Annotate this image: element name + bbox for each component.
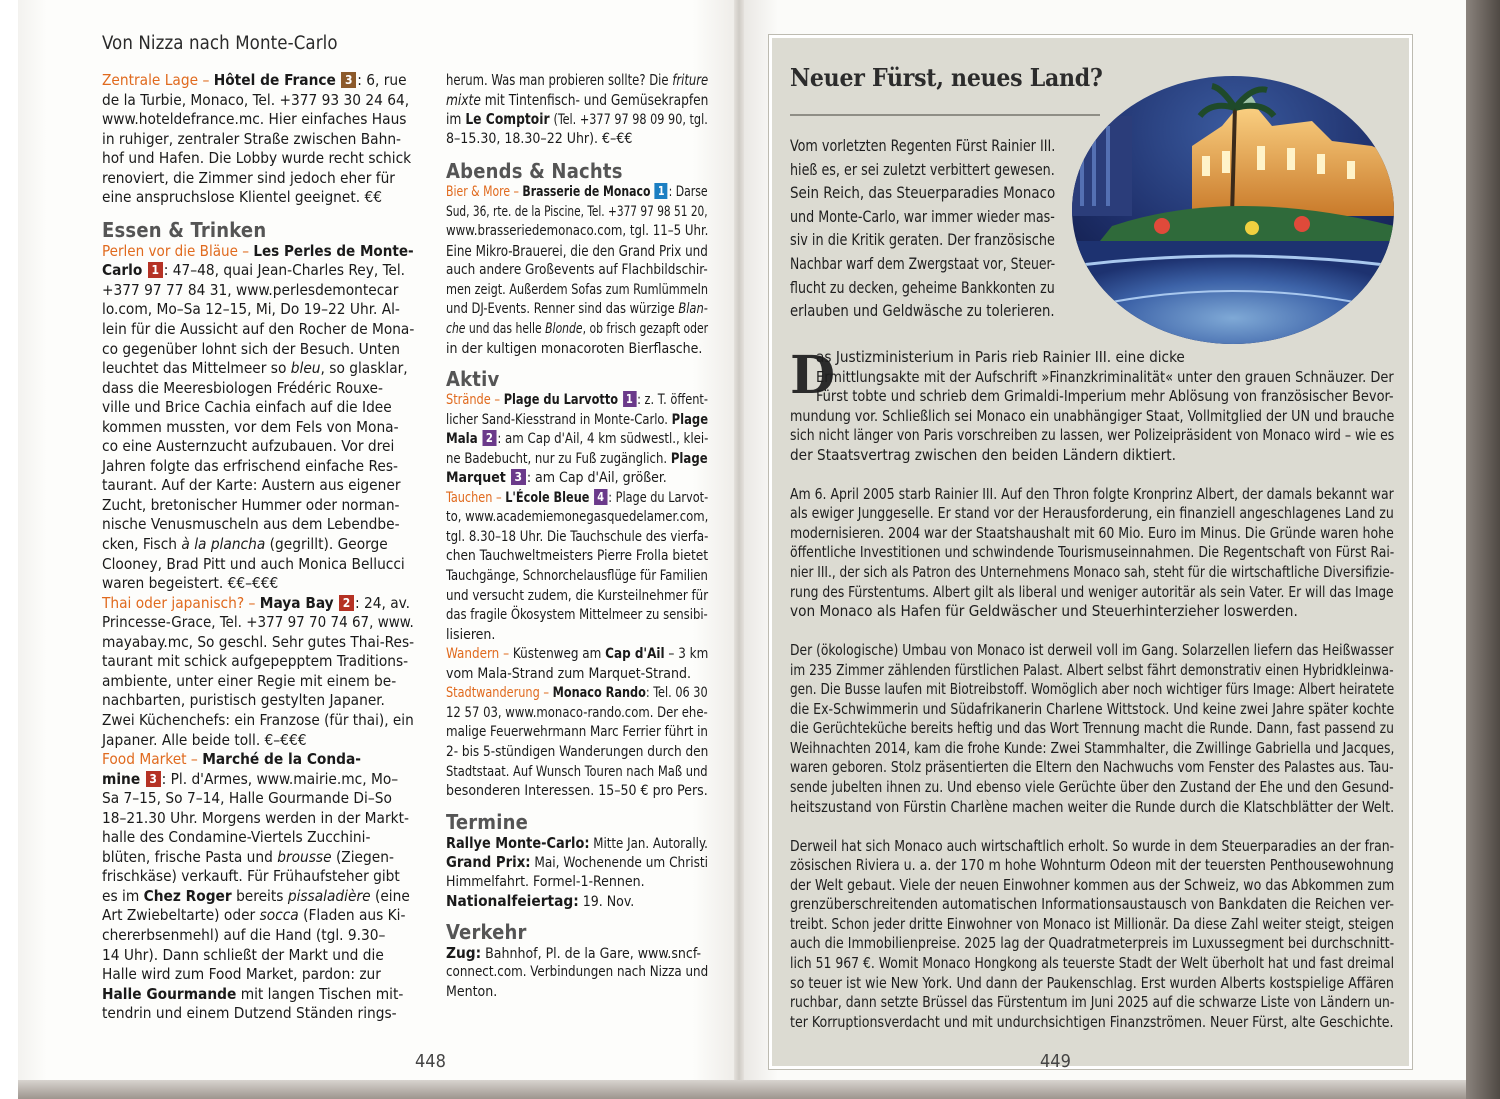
body-line: öffentliche Investitionen und schwindende Tourismuseinnahmen. Die Regentschaft von Fürst Rai- <box>790 543 1395 562</box>
body-line: von Monaco als Hafen für Geldwäscher und Steuerhinterzieher loswerden. <box>790 602 1298 621</box>
body-line: treibt. Schon jeder dritte Einwohner von Monaco ist Millionär. Da diese Zahl weiter steigt, steigen <box>790 914 1394 933</box>
text-line: www.brasseriedemonaco.com, tgl. 11–5 Uhr. <box>446 223 709 240</box>
info-box-sidebar <box>769 35 1412 1069</box>
body-line: nier III., der sich als Patron des Unternehmens Monaco sah, steht für die wirtschaftliche Diversifizie- <box>790 563 1395 582</box>
body-line: Fürst tobte und schrieb dem Grimaldi-Imperium mehr Ablösung von französischer Bevor- <box>816 387 1394 406</box>
sidebar-intro <box>790 134 1055 323</box>
text-line: vom Mala-Strand zum Marquet-Strand. <box>446 665 691 682</box>
intro-line: Sein Reich, das Steuerparadies Monaco <box>790 183 1056 203</box>
body-line: modernisieren. 2004 war der Staatshaushalt mit 60 Mio. Euro im Minus. Die Gründe waren hohe <box>790 523 1394 542</box>
intro-line: siv in die Kritik geraten. Der französische <box>790 230 1055 250</box>
intro-line: flucht zu decken, geheime Bankkonten zu <box>790 277 1055 297</box>
text-line: Jahren folgte das erfrischend einfache Res- <box>102 456 398 475</box>
text-line: lo.com, Mo–Sa 12–15, Mi, Do 19–22 Uhr. Al- <box>102 300 400 319</box>
text-line: co gegenüber lohnt sich der Besuch. Unten <box>102 339 401 358</box>
sidebar-title: Neuer Fürst, neues Land? <box>790 63 1103 92</box>
page-number-left: 448 <box>415 1051 446 1072</box>
text-line: Tauchgänge, Schnorchelausflüge für Familien <box>446 568 708 585</box>
market-map-badge: 3 <box>146 771 161 787</box>
text-line: taurant mit schick aufgepepptem Traditions- <box>102 652 409 671</box>
text-line: nische Venusmuscheln aus dem Lebendbe- <box>102 515 400 534</box>
text-line: frischkäse) verkauft. Für Frühaufsteher gibt <box>102 867 400 886</box>
stadt-entry-head: Stadtwanderung – Monaco Rando: Tel. 06 30 <box>446 685 708 702</box>
text-line: Stadtstaat. Auf Wunsch Touren nach Maß und <box>446 763 708 780</box>
text-line: connect.com. Verbindungen nach Nizza und <box>446 964 709 981</box>
text-line: de la Turbie, Monaco, Tel. +377 93 30 24 64, <box>102 90 410 109</box>
text-line: men zeigt. Außerdem Sofas zum Rumlümmeln <box>446 281 708 298</box>
text-line: 18–21.30 Uhr. Morgens werden in der Markt- <box>102 808 409 827</box>
running-head: Von Nizza nach Monte-Carlo <box>102 33 338 54</box>
text-line: +377 97 77 84 31, www.perlesdemontecar <box>102 280 399 299</box>
text-line: auch andere Großevents auf Flachbildschir- <box>446 262 708 279</box>
section-heading-essen: Essen & Trinken <box>102 217 267 242</box>
body-line: Am 6. April 2005 starb Rainier III. Auf den Thron folgte Kronprinz Albert, der damals bekannt war <box>790 484 1394 503</box>
strand-map-badge: 1 <box>623 391 637 407</box>
text-line: 14 Uhr). Dann schließt der Markt und die <box>102 945 384 964</box>
body-line: ter Korruptionsverdacht und mit undurchsichtigen Finanzströmen. Neuer Fürst, alte Geschichte. <box>790 1012 1394 1031</box>
section-heading-aktiv: Aktiv <box>446 367 500 392</box>
book-bottom-edge <box>18 1080 1466 1099</box>
text-line: ville und Brice Cachia einfach auf die Idee <box>102 398 392 417</box>
text-line: Eine Mikro-Brauerei, die den Grand Prix und <box>446 241 708 260</box>
text-line: tgl. 8.30–18 Uhr. Die Tauchschule des vierfa- <box>446 528 709 545</box>
sidebar-body <box>790 345 1395 1032</box>
tauchen-entry-head: Tauchen – L'École Bleue 4 : Plage du Larvot- <box>446 489 709 506</box>
text-line: hof und Hafen. Die Lobby wurde recht schick <box>102 149 412 168</box>
text-line: www.hoteldefrance.mc. Hier einfaches Haus <box>102 110 407 129</box>
hotel-map-badge: 3 <box>341 72 356 88</box>
body-line: sende jubelten ihnen zu. Und ebenso viele Gerüchte über den Zustand der Ehe und den Gesund- <box>790 778 1394 797</box>
left-column-2: herum. Was man probieren sollte? Die friture mixte mit Tintenfisch- und Gemüsekrapfen im Le Comptoir (Tel. +377 97 98 09 90, tgl. 8–15.30, 18.30–22 Uhr). €–€€ Abends & Nachts Bier & More – Brasserie de Monaco 1 : Darse Sud, 36, rte. de la Piscine, Tel. +377 97 98 51 20, www.brasseriedemonaco.com, tgl. 11–5 Uhr. Eine Mikro-Brauerei, die den Grand Prix und auch andere Großevents auf Flachbildschir- men zeigt. Außerdem Sofas zum Rumlümmeln und DJ-Events. Renner sind das würzige Blan- che und das helle Blonde, ob frisch gezapft oder in der kultigen monacoroten Bierflasche. Aktiv Strände – Plage du Larvotto 1 : z. T. öffent- licher Sand-Kiesstrand in Monte-Carlo. Plage Mala 2 : am Cap d'Ail, 4 km südwestl., klei- ne Badebucht, nur zu Fuß zugänglich. Plage Marquet 3 : am Cap d'Ail, größer. Tauchen – L'École Bleue 4 : Plage du Larvot- to, www.academiemonegasquedelamer.com, tgl. 8.30–18 Uhr. Die Tauchschule des vierfa- chen Tauchweltmeisters Pierre Frolla bietet Tauchgänge, Schnorchelausflüge für Familien und versucht zudem, die Kursteilnehmer für das fragile Ökosystem Mittelmeer zu sensibi- lisieren. Wandern – Küstenweg am Cap d'Ail – 3 km vom Mala-Strand zum Marquet-Strand. Stadtwanderung – Monaco Rando: Tel. 06 30 12 57 03, www.monaco-rando.com. Der ehe- malige Feuerwehrmann Marc Ferrier führt in 2- bis 5-stündigen Wanderungen durch den Stadtstaat. Auf Wunsch Touren nach Maß und besonderen Interessen. 15–50 € pro Pers. Termine Rallye Monte-Carlo: Mitte Jan. Autorally. Grand Prix: Mai, Wochenende um Christi Himmelfahrt. Formel-1-Rennen. Nationalfeiertag: 19. Nov. Verkehr Zug: Bahnhof, Pl. de la Gare, www.sncf- connect.com. Verbindungen nach Nizza und Menton. <box>446 71 708 1002</box>
text-line: malige Feuerwehrmann Marc Ferrier führt in <box>446 724 708 741</box>
body-line: auch die Immobilienpreise. 2025 lag der Quadratmeterpreis im Luxussegment bei durchschnitt- <box>790 934 1395 953</box>
body-line: as Justizministerium in Paris rieb Rainier III. eine dicke <box>816 348 1185 366</box>
body-line: ruchbar, dann setzte Brüssel das Fürstentum im Juni 2025 auf die schwarze Liste von Ländern un- <box>790 993 1395 1012</box>
text-line: mayabay.mc, So geschl. Sehr gutes Thai-Res- <box>102 632 415 651</box>
body-line: so teuer ist wie New York. Und dann der Paukenschlag. Erst wurden Alberts kostspielige Affären <box>790 973 1394 992</box>
text-line: und versucht zudem, die Kursteilnehmer für <box>446 587 709 604</box>
text-line: nachbarten, puristisch gestylten Japaner. <box>102 691 385 710</box>
text-line: ambiente, unter einer Regie mit einem be- <box>102 671 397 690</box>
body-line: Weihnachten 2014, kam die frohe Kunde: Zwei Stammhalter, die Zwillinge Gabriella und Jacques, <box>790 738 1395 757</box>
strand-entry-head: Strände – Plage du Larvotto 1 : z. T. öffent- <box>446 392 708 409</box>
text-line: co eine Austernzucht aufzubauen. Vor drei <box>102 437 395 456</box>
comptoir-name: Le Comptoir <box>465 110 550 129</box>
left-column-1: Zentrale Lage – Hôtel de France 3 : 6, rue de la Turbie, Monaco, Tel. +377 93 30 24 64, www.hoteldefrance.mc. Hier einfaches Haus in ruhiger, zentraler Straße zwischen Bahn- hof und Hafen. Die Lobby wurde recht schick renoviert, die Zimmer sind jedoch eher für eine anspruchslose Klientel geeignet. €€ Essen & Trinken Perlen vor die Bläue – Les Perles de Monte- Carlo 1 : 47–48, quai Jean-Charles Rey, Tel. +377 97 77 84 31, www.perlesdemontecar lo.com, Mo–Sa 12–15, Mi, Do 19–22 Uhr. Al- lein für die Aussicht auf den Rocher de Mona- co gegenüber lohnt sich der Besuch. Unten leuchtet das Mittelmeer so bleu, so glasklar, dass die Meeresbiologen Frédéric Rouxe- ville und Brice Cachia einfach auf die Idee kommen mussten, vor dem Fels von Mona- co eine Austernzucht aufzubauen. Vor drei Jahren folgte das erfrischend einfache Res- taurant. Auf der Karte: Austern aus eigener Zucht, bretonischer Hummer oder norman- nische Venusmuscheln aus dem Lebendbe- cken, Fisch à la plancha (gegrillt). George Clooney, Brad Pitt und auch Monica Bellucci waren begeistert. €€–€€€ Thai oder japanisch? – Maya Bay 2 : 24, av. Princesse-Grace, Tel. +377 97 70 74 67, www. mayabay.mc, So geschl. Sehr gutes Thai-Res- taurant mit schick aufgepepptem Traditions- ambiente, unter einer Regie mit einem be- nachbarten, puristisch gestylten Japaner. Zwei Küchenchefs: ein Franzose (für thai), ein Japaner. Alle beide toll. €–€€€ Food Market – Marché de la Conda- mine 3 : Pl. d'Armes, www.mairie.mc, Mo– Sa 7–15, So 7–14, Halle Gourmande Di–So 18–21.30 Uhr. Morgens werden in der Markt- halle des Condamine-Viertels Zucchini- blüten, frische Pasta und brousse (Ziegen- frischkäse) verkauft. Für Frühaufsteher gibt es im Chez Roger bereits pissaladière (eine Art Zwiebeltarte) oder socca (Fladen aus Ki- chererbsenmehl) auf die Hand (tgl. 9.30– 14 Uhr). Dann schließt der Markt und die Halle wird zum Food Market, pardon: zur Halle Gourmande mit langen Tischen mit- tendrin und einem Dutzend Ständen rings- <box>102 71 415 1023</box>
text-line: to, www.academiemonegasquedelamer.com, <box>446 509 709 526</box>
body-line: sich nicht länger von Paris vorschreiben zu lassen, wer Polizeipräsident von Monaco wird – wie es <box>790 426 1395 445</box>
body-line: im 235 Zimmer zählenden fürstlichen Palast. Albert selbst fährt demonstrativ einen Hybridkleinwa- <box>790 660 1394 679</box>
body-line: lich 51 967 €. Womit Monaco Hongkong als teuerste Stadt der Welt überholt hat und fast dreimal <box>790 953 1395 972</box>
text-line: chererbsenmehl) auf die Hand (tgl. 9.30– <box>102 925 386 944</box>
maya-map-badge: 2 <box>339 595 354 611</box>
body-line: die Ex-Schwimmerin und Südafrikanerin Charlene Wittstock. Und keine zwei Jahre später kochte <box>790 699 1395 718</box>
perles-map-badge: 1 <box>148 262 163 278</box>
text-line: in ruhiger, zentraler Straße zwischen Bahn- <box>102 129 402 148</box>
intro-line: hieß es, er sei zuletzt verbittert gewesen. <box>790 159 1055 179</box>
body-line: rung des Fürstentums. Albert gilt als liberal und weniger autoritär als sein Vater. Er will das Image <box>790 582 1394 601</box>
title-rule <box>790 114 1100 116</box>
body-line: mundung vor. Schließlich sei Monaco ein unabhängiger Staat, Vollmitglied der UN und brauche <box>790 406 1395 425</box>
text-line: kommen mussten, vor dem Fels von Mona- <box>102 417 399 436</box>
section-heading-abends: Abends & Nachts <box>446 159 623 184</box>
book-gutter <box>734 0 744 1080</box>
section-heading-verkehr: Verkehr <box>446 919 527 944</box>
text-line: dass die Meeresbiologen Frédéric Rouxe- <box>102 378 383 397</box>
hotel-name: Hôtel de France <box>213 71 336 89</box>
body-line: grenzüberschreitenden automatischen Informationsaustausch von Bankdaten die Reichen ver- <box>790 895 1394 914</box>
wandern-entry-head: Wandern – Küstenweg am Cap d'Ail – 3 km <box>446 646 709 663</box>
hotel-category: Zentrale Lage – <box>102 71 210 89</box>
text-line: Zwei Küchenchefs: ein Franzose (für thai), ein <box>102 710 414 729</box>
marquet-map-badge: 3 <box>511 469 526 485</box>
text-line: 2- bis 5-stündigen Wanderungen durch den <box>446 743 709 760</box>
body-line: waren geboren. Stolz präsentierten die Eltern den Nachwuchs vom Fenster des Palastes aus. Tau- <box>790 758 1394 777</box>
intro-line: Vom vorletzten Regenten Fürst Rainier III. <box>790 136 1056 155</box>
casino-night-illustration <box>1072 76 1394 344</box>
text-line: renoviert, die Zimmer sind jedoch eher für <box>102 168 395 187</box>
section-heading-termine: Termine <box>446 809 529 834</box>
text-line: lein für die Aussicht auf den Rocher de Mona- <box>102 320 415 339</box>
hotel-entry-head: Zentrale Lage – Hôtel de France 3 : 6, rue <box>102 71 407 89</box>
text-line: das fragile Ökosystem Mittelmeer zu sensibi- <box>446 607 708 624</box>
text-line: chen Tauchweltmeisters Pierre Frolla bietet <box>446 548 709 565</box>
tauchen-map-badge: 4 <box>594 489 607 505</box>
text-line: Sud, 36, rte. de la Piscine, Tel. +377 97 98 51 20, <box>446 203 708 220</box>
text-line: Princesse-Grace, Tel. +377 97 70 74 67, www. <box>102 613 414 632</box>
market-entry-head: Food Market – Marché de la Conda- <box>102 750 362 769</box>
text-line: besonderen Interessen. 15–50 € pro Pers. <box>446 783 708 800</box>
text-line: Halle wird zum Food Market, pardon: zur <box>102 965 381 984</box>
text-line: 12 57 03, www.monaco-rando.com. Der ehe- <box>446 704 708 721</box>
perles-entry-head: Perlen vor die Bläue – Les Perles de Monte- <box>102 241 414 260</box>
body-line: der Welt gebaut. Viele der neuen Einwohner kommen aus der Schweiz, wo das Abkommen zum <box>790 875 1395 894</box>
monte-carlo-casino-photo <box>1072 76 1394 344</box>
bier-map-badge: 1 <box>655 183 668 199</box>
book-page-edges <box>1466 0 1500 1099</box>
maya-entry-head: Thai oder japanisch? – Maya Bay 2 : 24, av. <box>102 593 410 612</box>
text-line: 8–15.30, 18.30–22 Uhr). €–€€ <box>446 130 633 147</box>
text-line: Menton. <box>446 983 498 1000</box>
page-number-right: 449 <box>1040 1051 1071 1072</box>
body-line: Der (ökologische) Umbau von Monaco ist derweil voll im Gang. Solarzellen liefern das Heißwasser <box>790 641 1394 660</box>
body-line: Derweil hat sich Monaco auch wirtschaftlich erholt. So wurde in dem Steuerparadies an der fran- <box>790 836 1395 855</box>
text-line: taurant. Auf der Karte: Austern aus eigener <box>102 476 401 495</box>
body-line: gen. Die Busse laufen mit Biotreibstoff. Womöglich aber noch wichtiger fürs Image: Albert heiratete <box>790 680 1395 699</box>
text-line: Sa 7–15, So 7–14, Halle Gourmande Di–So <box>102 789 392 808</box>
text-line: Himmelfahrt. Formel-1-Rennen. <box>446 873 645 890</box>
body-line: zösischen Riviera u. a. der 170 m hohe Wohnturm Odeon mit der teuersten Penthousewohnung <box>790 856 1394 875</box>
text-line: Japaner. Alle beide toll. €–€€€ <box>102 730 307 749</box>
text-line: waren begeistert. €€–€€€ <box>102 574 279 593</box>
body-line: der Staatsvertrag zwischen den beiden Ländern diktiert. <box>790 445 1176 464</box>
body-line: heitszustand von Fürstin Charlène machen weiter die Runde durch die Klatschblätter der Welt. <box>790 797 1395 816</box>
text-line: Clooney, Brad Pitt und auch Monica Bellucci <box>102 554 405 573</box>
body-line: Ermittlungsakte mit der Aufschrift »Finanzkriminalität« unter den grauen Schnäuzer. Der <box>816 367 1394 386</box>
mala-map-badge: 2 <box>482 430 496 446</box>
bier-entry-head: Bier & More – Brasserie de Monaco 1 : Darse <box>446 184 708 201</box>
intro-line: erlauben und Geldwäsche zu tolerieren. <box>790 301 1055 321</box>
text-line: in der kultigen monacoroten Bierflasche. <box>446 340 703 357</box>
drop-cap: D <box>790 345 836 406</box>
body-line: als ewiger Junggeselle. Er stand vor der Herausforderung, ein finanziell angeschlagenes Land zu <box>790 504 1394 523</box>
body-line: die Gerüchteküche bereits heftig und das Wort Trennung macht die Runde. Dann, fast passend zu <box>790 719 1394 738</box>
text-line: eine anspruchslose Klientel geeignet. €€ <box>102 188 383 207</box>
text-line: halle des Condamine-Viertels Zucchini- <box>102 828 371 847</box>
text-line: tendrin und einem Dutzend Ständen rings- <box>102 1004 397 1023</box>
text-line: Zucht, bretonischer Hummer oder norman- <box>102 495 400 514</box>
text-line: lisieren. <box>446 626 496 643</box>
intro-line: und Monte-Carlo, war immer wieder mas- <box>790 206 1055 226</box>
intro-line: Nachbar warf dem Zwergstaat vor, Steuer- <box>790 253 1056 273</box>
